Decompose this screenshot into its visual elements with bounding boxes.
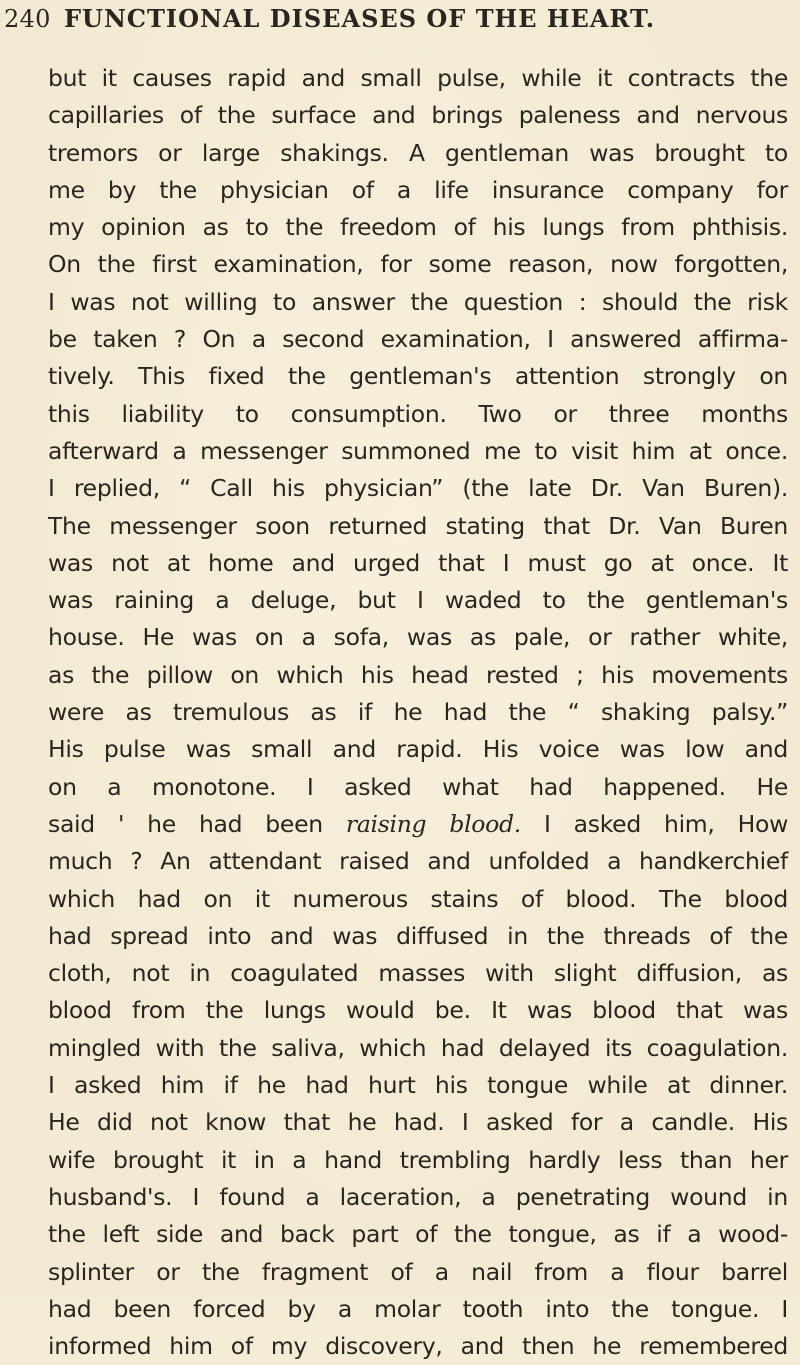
text-line: wife brought it in a hand trembling hardly less than her bbox=[48, 1145, 788, 1174]
text-line: had been forced by a molar tooth into the tongue. I bbox=[48, 1294, 788, 1323]
text-line: the left side and back part of the tongue, as if a wood- bbox=[48, 1220, 788, 1249]
text-line: The messenger soon returned stating that Dr. Van Buren bbox=[48, 511, 788, 540]
text-line: I replied, “ Call his physician” (the late Dr. Van Buren). bbox=[48, 474, 788, 503]
text-line: tremors or large shakings. A gentleman was brought to bbox=[48, 138, 788, 167]
text-line bbox=[48, 806, 788, 843]
running-title: FUNCTIONAL DISEASES OF THE HEART. bbox=[64, 4, 656, 33]
text-line: informed him of my discovery, and then he remembered bbox=[48, 1332, 788, 1361]
text-line: tively. This fixed the gentleman's attention strongly on bbox=[48, 362, 788, 391]
text-line: cloth, not in coagulated masses with slight diffusion, as bbox=[48, 959, 788, 988]
text-line: me by the physician of a life insurance company for bbox=[48, 175, 788, 204]
text-run: I asked him, How bbox=[520, 809, 788, 838]
text-line: my opinion as to the freedom of his lungs from phthisis. bbox=[48, 213, 788, 242]
running-header bbox=[4, 4, 764, 34]
text-line: but it causes rapid and small pulse, while it contracts the bbox=[48, 64, 788, 92]
page-number: 240 bbox=[4, 5, 51, 33]
text-line: blood from the lungs would be. It was blood that was bbox=[48, 996, 788, 1025]
text-line: as the pillow on which his head rested ; his movements bbox=[48, 660, 788, 689]
text-line: which had on it numerous stains of blood. The blood bbox=[48, 884, 788, 913]
text-line: this liability to consumption. Two or three months bbox=[48, 399, 788, 428]
text-line: be taken ? On a second examination, I answered affirma- bbox=[48, 325, 788, 354]
text-line: afterward a messenger summoned me to visit him at once. bbox=[48, 436, 788, 465]
text-line: I asked him if he had hurt his tongue while at dinner. bbox=[48, 1071, 788, 1100]
italic-phrase: raising blood. bbox=[345, 809, 521, 838]
text-line: much ? An attendant raised and unfolded a handkerchief bbox=[48, 847, 788, 876]
text-line: husband's. I found a laceration, a penetrating wound in bbox=[48, 1182, 788, 1211]
text-line: had spread into and was diffused in the threads of the bbox=[48, 921, 788, 950]
text-line: was raining a deluge, but I waded to the gentleman's bbox=[48, 586, 788, 615]
text-line: I was not willing to answer the question : should the risk bbox=[48, 287, 788, 316]
text-line: His pulse was small and rapid. His voice was low and bbox=[48, 735, 788, 764]
text-line: mingled with the saliva, which had delayed its coagulation. bbox=[48, 1033, 788, 1062]
text-line: splinter or the fragment of a nail from a flour barrel bbox=[48, 1257, 788, 1286]
text-line: On the first examination, for some reason, now forgotten, bbox=[48, 250, 788, 279]
text-run: said ' he had been bbox=[48, 809, 346, 838]
body-text bbox=[48, 60, 788, 1361]
text-line: capillaries of the surface and brings paleness and nervous bbox=[48, 101, 788, 130]
text-line: house. He was on a sofa, was as pale, or rather white, bbox=[48, 623, 788, 652]
text-line: He did not know that he had. I asked for a candle. His bbox=[48, 1108, 788, 1137]
text-line: on a monotone. I asked what had happened. He bbox=[48, 772, 788, 801]
text-line: were as tremulous as if he had the “ shaking palsy.” bbox=[48, 698, 788, 727]
text-line: was not at home and urged that I must go at once. It bbox=[48, 548, 788, 577]
